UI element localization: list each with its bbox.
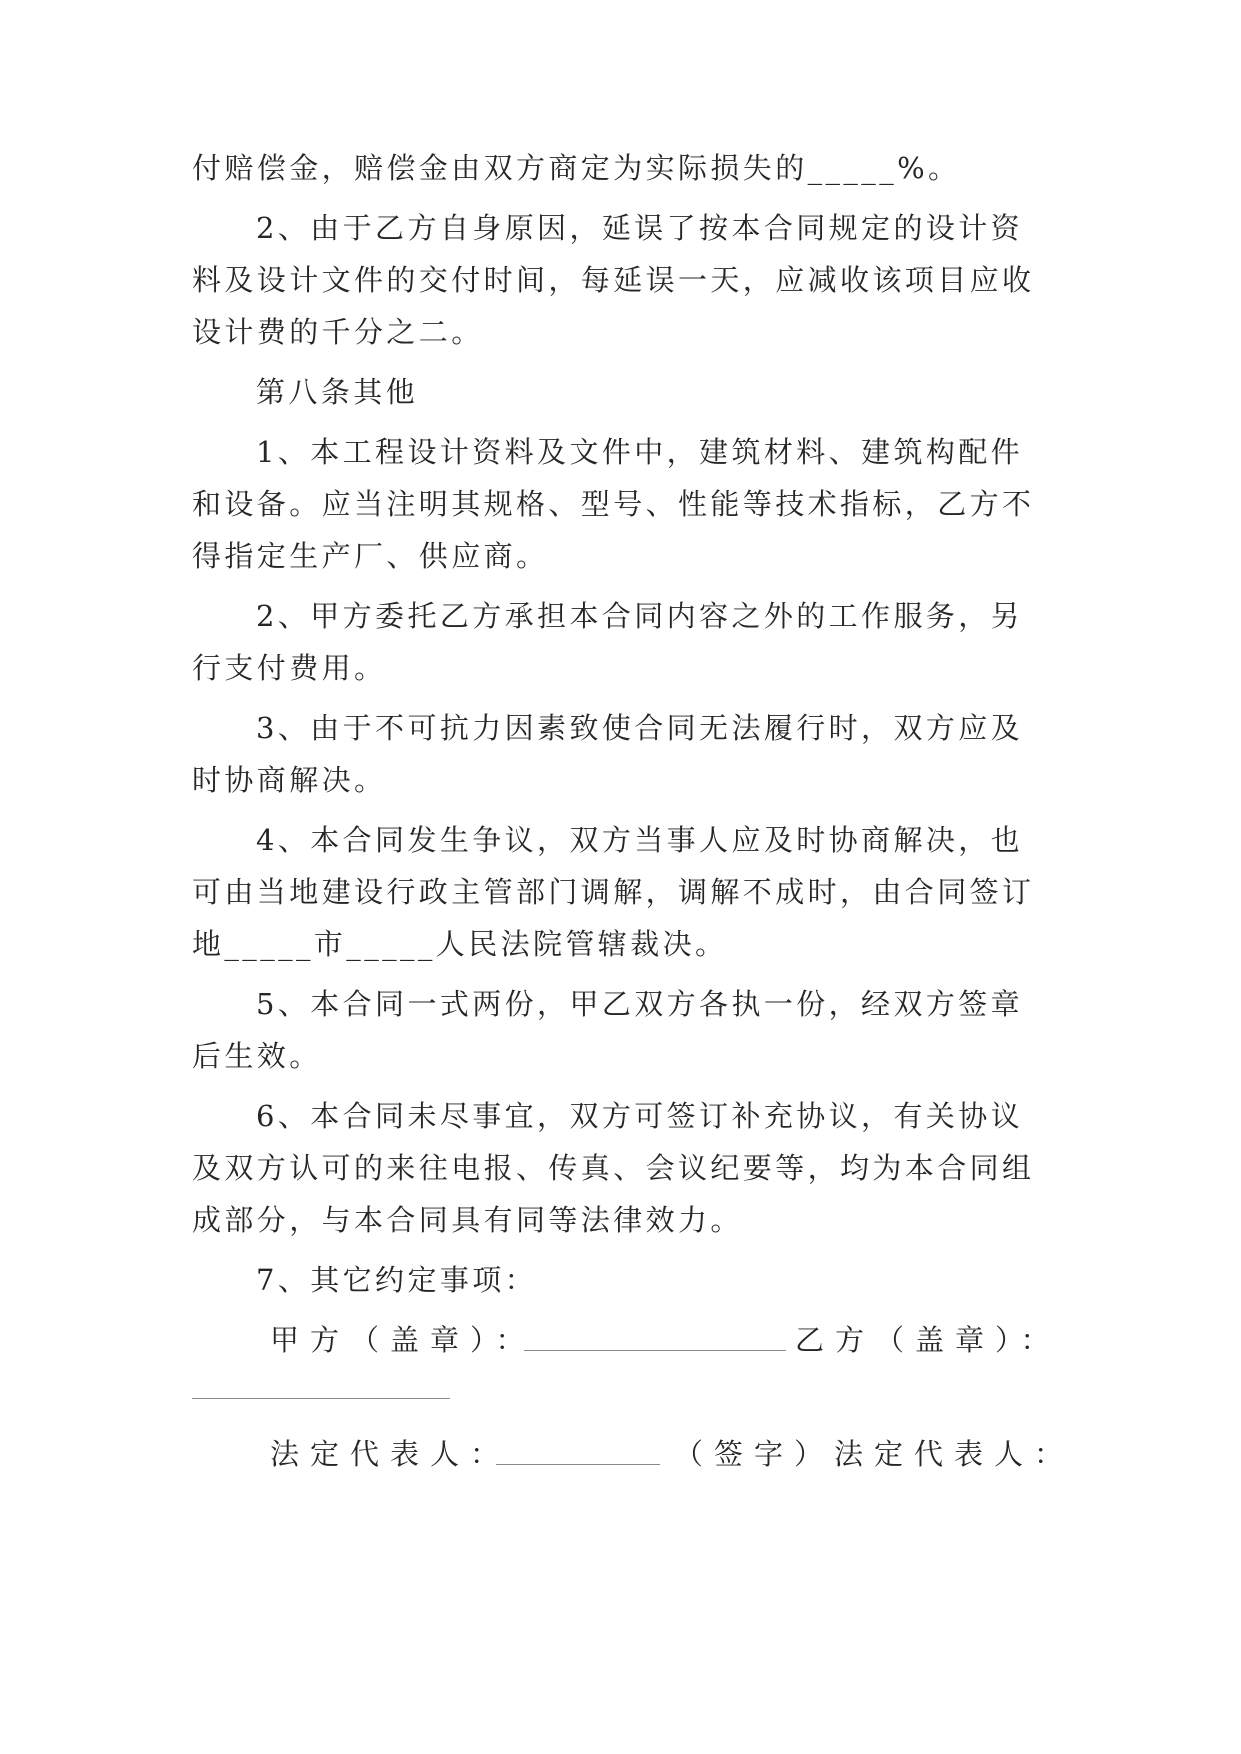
paragraph-line-21: 7、其它约定事项： (256, 1263, 538, 1297)
paragraph-line-20: 成部分，与本合同具有同等法律效力。 (192, 1203, 743, 1237)
paragraph-line-4: 设计费的千分之二。 (192, 315, 484, 349)
paragraph-line-10: 行支付费用。 (192, 651, 387, 685)
paragraph-line-19: 及双方认可的来往电报、传真、会议纪要等，均为本合同组 (192, 1151, 1035, 1185)
paragraph-line-12: 时协商解决。 (192, 763, 387, 797)
paragraph-line-9: 2、甲方委托乙方承担本合同内容之外的工作服务，另 (256, 599, 1024, 633)
paragraph-line-14: 可由当地建设行政主管部门调解，调解不成时，由合同签订 (192, 875, 1035, 909)
party-b-seal-blank (192, 1398, 450, 1399)
representative-sign-wrap (674, 1434, 1075, 1474)
party-b-seal-wrap (795, 1320, 1061, 1360)
paragraph-line-7: 和设备。应当注明其规格、型号、性能等技术指标，乙方不 (192, 487, 1035, 521)
paragraph-line-18: 6、本合同未尽事宜，双方可签订补充协议，有关协议 (256, 1099, 1024, 1133)
paragraph-line-8: 得指定生产厂、供应商。 (192, 539, 549, 573)
paragraph-line-16: 5、本合同一式两份，甲乙双方各执一份，经双方签章 (256, 987, 1024, 1021)
party-a-seal-blank (524, 1350, 786, 1351)
section-heading: 第八条其他 (256, 375, 419, 409)
party-b-seal-label: 乙方（盖章）： (795, 1323, 1061, 1357)
party-a-seal-label: 甲方（盖章）： (270, 1323, 536, 1357)
paragraph-line-13: 4、本合同发生争议，双方当事人应及时协商解决，也 (256, 823, 1024, 857)
paragraph-line-3: 料及设计文件的交付时间，每延误一天，应减收该项目应收 (192, 263, 1035, 297)
paragraph-line-6: 1、本工程设计资料及文件中，建筑材料、建筑构配件 (256, 435, 1024, 469)
sign-representative-label: （签字）法定代表人： (674, 1437, 1075, 1471)
representative-blank (496, 1464, 660, 1465)
representative-label: 法定代表人： (270, 1437, 511, 1471)
paragraph-line-2: 2、由于乙方自身原因，延误了按本合同规定的设计资 (256, 211, 1024, 245)
paragraph-line-17: 后生效。 (192, 1039, 322, 1073)
paragraph-line-15: 地_____市_____人民法院管辖裁决。 (192, 927, 728, 961)
paragraph-line-11: 3、由于不可抗力因素致使合同无法履行时，双方应及 (256, 711, 1024, 745)
paragraph-line-1: 付赔偿金，赔偿金由双方商定为实际损失的_____%。 (192, 151, 961, 185)
